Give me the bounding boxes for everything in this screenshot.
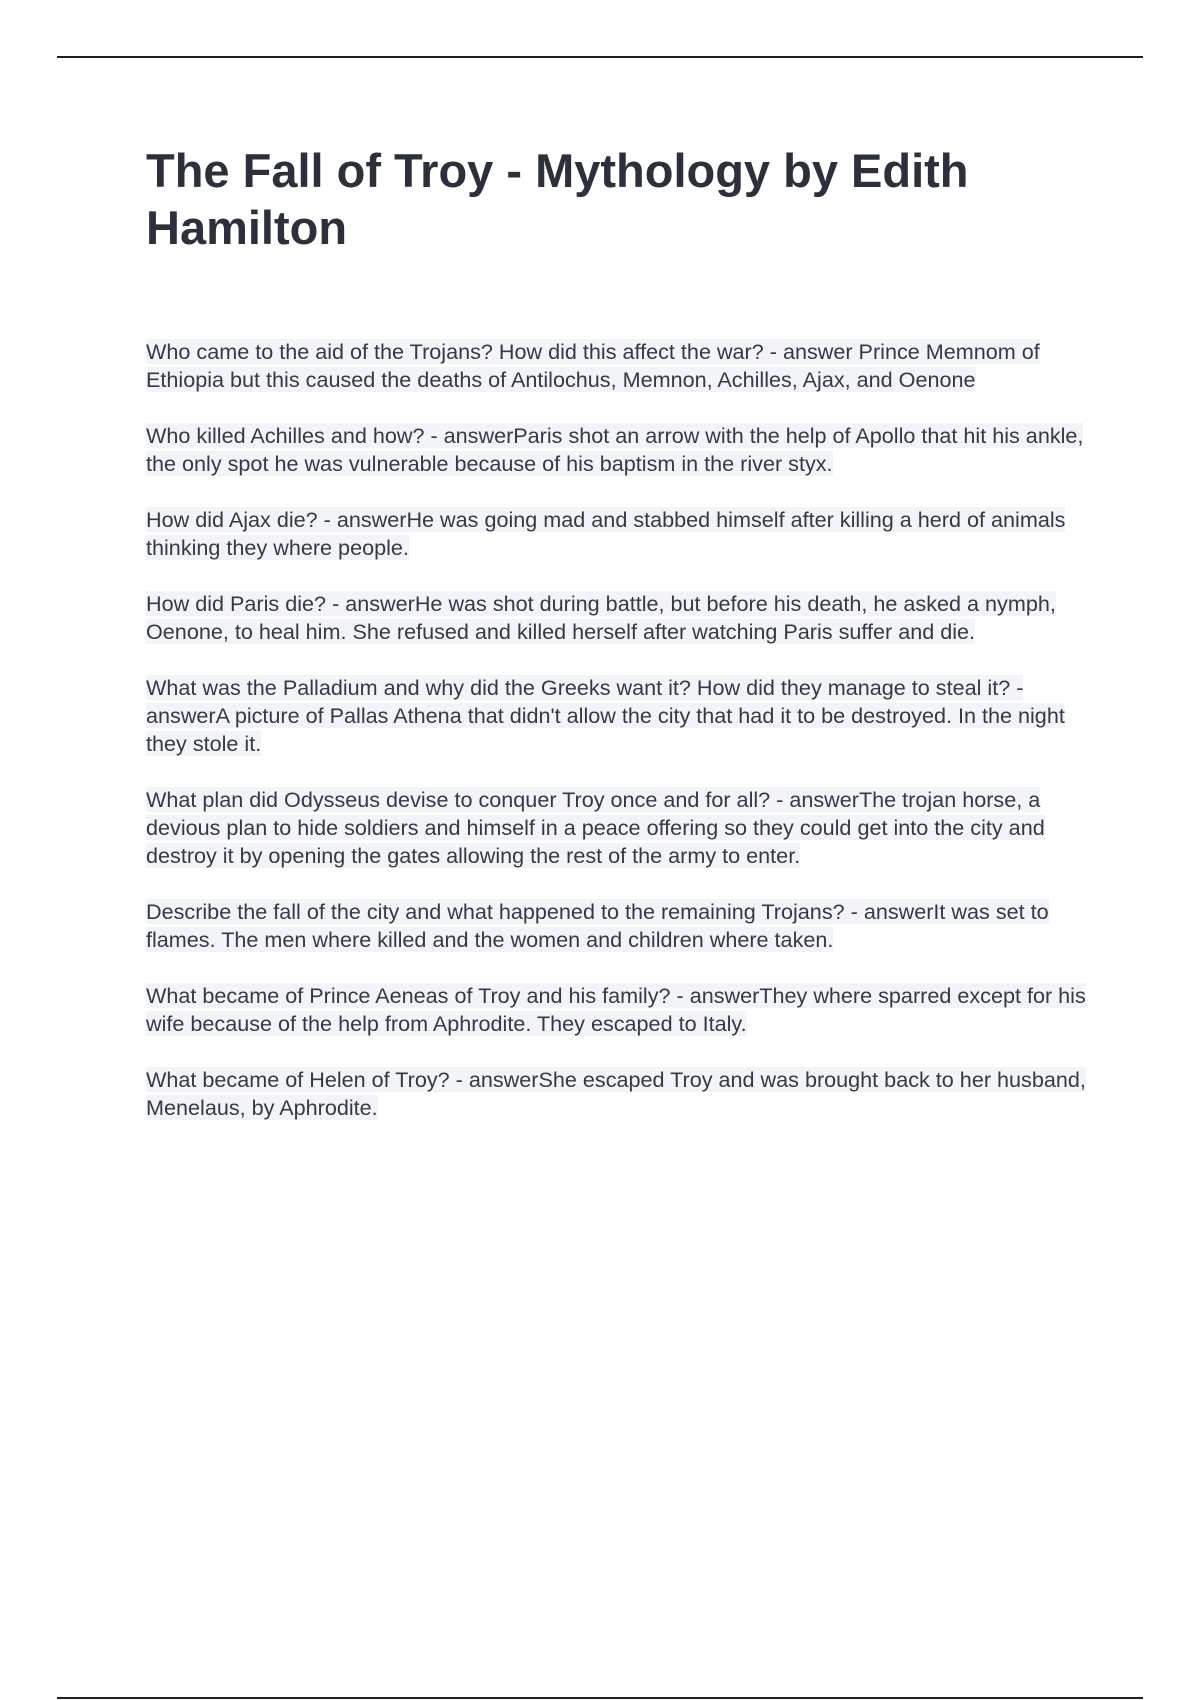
qa-item [146, 422, 1091, 478]
qa-text: How did Paris die? - answerHe was shot during battle, but before his death, he asked a nymph, Oenone, to heal him. She refused and killed herself after watching Paris suffer and die. [146, 591, 1056, 644]
bottom-divider [57, 1697, 1143, 1699]
qa-text: What was the Palladium and why did the Greeks want it? How did they manage to steal it? - answerA picture of Pallas Athena that didn't allow the city that had it to be destroyed. In the night they stole it. [146, 675, 1065, 756]
qa-text: Describe the fall of the city and what happened to the remaining Trojans? - answerIt was set to flames. The men where killed and the women and children where taken. [146, 899, 1049, 952]
qa-item [146, 674, 1091, 758]
qa-item [146, 590, 1091, 646]
top-divider [57, 56, 1143, 58]
page-title: The Fall of Troy - Mythology by Edith Hamilton [146, 144, 969, 254]
qa-text: Who came to the aid of the Trojans? How did this affect the war? - answer Prince Memnom of Ethiopia but this caused the deaths of Antilochus, Memnon, Achilles, Ajax, and Oenone [146, 339, 1040, 392]
qa-item [146, 982, 1091, 1038]
qa-item [146, 338, 1091, 394]
qa-item [146, 1066, 1091, 1122]
qa-text: What became of Prince Aeneas of Troy and his family? - answerThey where sparred except for his wife because of the help from Aphrodite. They escaped to Italy. [146, 983, 1086, 1036]
qa-text: Who killed Achilles and how? - answerParis shot an arrow with the help of Apollo that hit his ankle, the only spot he was vulnerable because of his baptism in the river styx. [146, 423, 1084, 476]
qa-text: How did Ajax die? - answerHe was going mad and stabbed himself after killing a herd of animals thinking they where people. [146, 507, 1066, 560]
qa-item [146, 786, 1091, 870]
qa-item [146, 898, 1091, 954]
qa-item [146, 506, 1091, 562]
qa-list [146, 338, 1091, 1150]
qa-text: What plan did Odysseus devise to conquer Troy once and for all? - answerThe trojan horse, a devious plan to hide soldiers and himself in a peace offering so they could get into the city and destroy it by opening the gates allowing the rest of the army to enter. [146, 787, 1045, 868]
qa-text: What became of Helen of Troy? - answerShe escaped Troy and was brought back to her husband, Menelaus, by Aphrodite. [146, 1067, 1086, 1120]
